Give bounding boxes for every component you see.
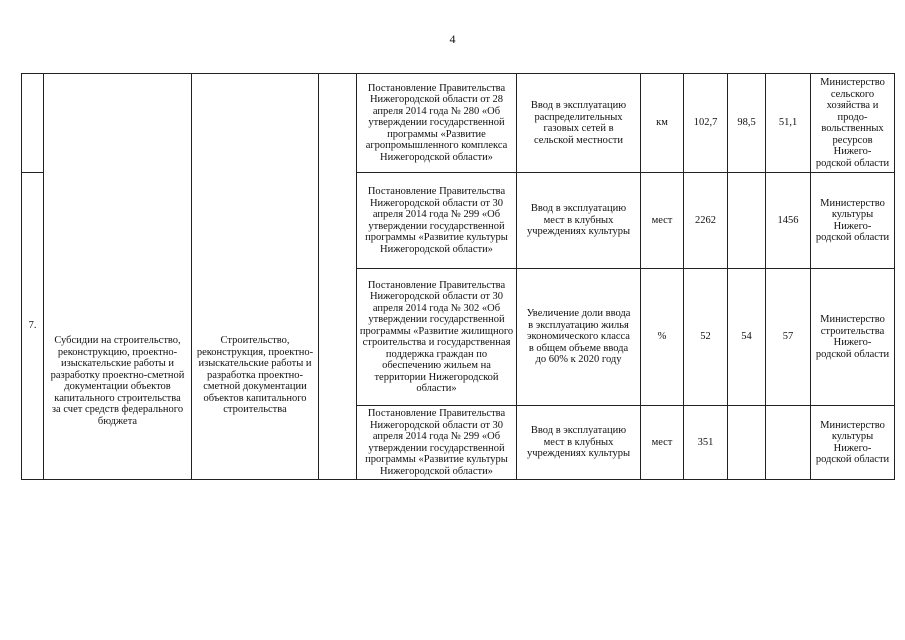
number-cell: 7.: [22, 173, 44, 480]
document-cell: Постановление Правительства Нижегородской области от 28 апреля 2014 года № 280 «Об утверждении государственной программы «Развитие агропромышленного комплекса Нижегородской области»: [357, 74, 517, 173]
unit-cell: %: [641, 269, 684, 406]
unit-cell: км: [641, 74, 684, 173]
direction-cell: [192, 74, 319, 480]
document-cell: Постановление Правительства Нижегородской области от 30 апреля 2014 года № 299 «Об утверждении государственной программы «Развитие культуры Нижегородской области»: [357, 406, 517, 480]
indicator-cell: Ввод в эксплуатацию распределительных газовых сетей в сельской местности: [517, 74, 641, 173]
ministry-cell: Министерство сельского хозяйства и продо- вольственных ресурсов Нижего- родской области: [811, 74, 895, 173]
indicator-cell: Ввод в эксплуатацию мест в клубных учреждениях культуры: [517, 173, 641, 269]
subsidy-text: Субсидии на строительство, реконструкцию, проектно- изыскательские работы и разработку проектно-сметной документации объектов капитального строительства за счет средств федерального бюджета: [50, 335, 185, 427]
value-cell-2: 98,5: [728, 74, 766, 173]
value-cell-1: 2262: [684, 173, 728, 269]
indicator-cell: Увеличение доли ввода в эксплуатацию жилья экономического класса в общем объеме ввода до 60% к 2020 году: [517, 269, 641, 406]
document-cell: Постановление Правительства Нижегородской области от 30 апреля 2014 года № 302 «Об утверждении государственной программы «Развитие жилищного строительства и государственная поддержка граждан по обеспечению жильем на территории Нижегородской области»: [357, 269, 517, 406]
value-cell-1: 351: [684, 406, 728, 480]
program-indicators-table: [21, 73, 895, 480]
spacer-cell: [319, 74, 357, 480]
value-cell-3: 57: [766, 269, 811, 406]
table-row: [22, 74, 895, 173]
document-cell: Постановление Правительства Нижегородской области от 30 апреля 2014 года № 299 «Об утверждении государственной программы «Развитие культуры Нижегородской области»: [357, 173, 517, 269]
page-number: 4: [449, 32, 456, 46]
value-cell-1: 102,7: [684, 74, 728, 173]
value-cell-1: 52: [684, 269, 728, 406]
value-cell-2: [728, 173, 766, 269]
indicator-cell: Ввод в эксплуатацию мест в клубных учреждениях культуры: [517, 406, 641, 480]
direction-text: Строительство, реконструкция, проектно- изыскательские работы и разработка проектно- сметной документации объектов капитального строительства: [196, 335, 314, 415]
value-cell-2: 54: [728, 269, 766, 406]
unit-cell: мест: [641, 406, 684, 480]
ministry-cell: Министерство культуры Нижего- родской области: [811, 173, 895, 269]
subsidy-cell: [44, 74, 192, 480]
value-cell-3: [766, 406, 811, 480]
value-cell-3: 51,1: [766, 74, 811, 173]
unit-cell: мест: [641, 173, 684, 269]
ministry-cell: Министерство культуры Нижего- родской области: [811, 406, 895, 480]
value-cell-3: 1456: [766, 173, 811, 269]
value-cell-2: [728, 406, 766, 480]
number-cell-empty: [22, 74, 44, 173]
ministry-cell: Министерство строительства Нижего- родской области: [811, 269, 895, 406]
